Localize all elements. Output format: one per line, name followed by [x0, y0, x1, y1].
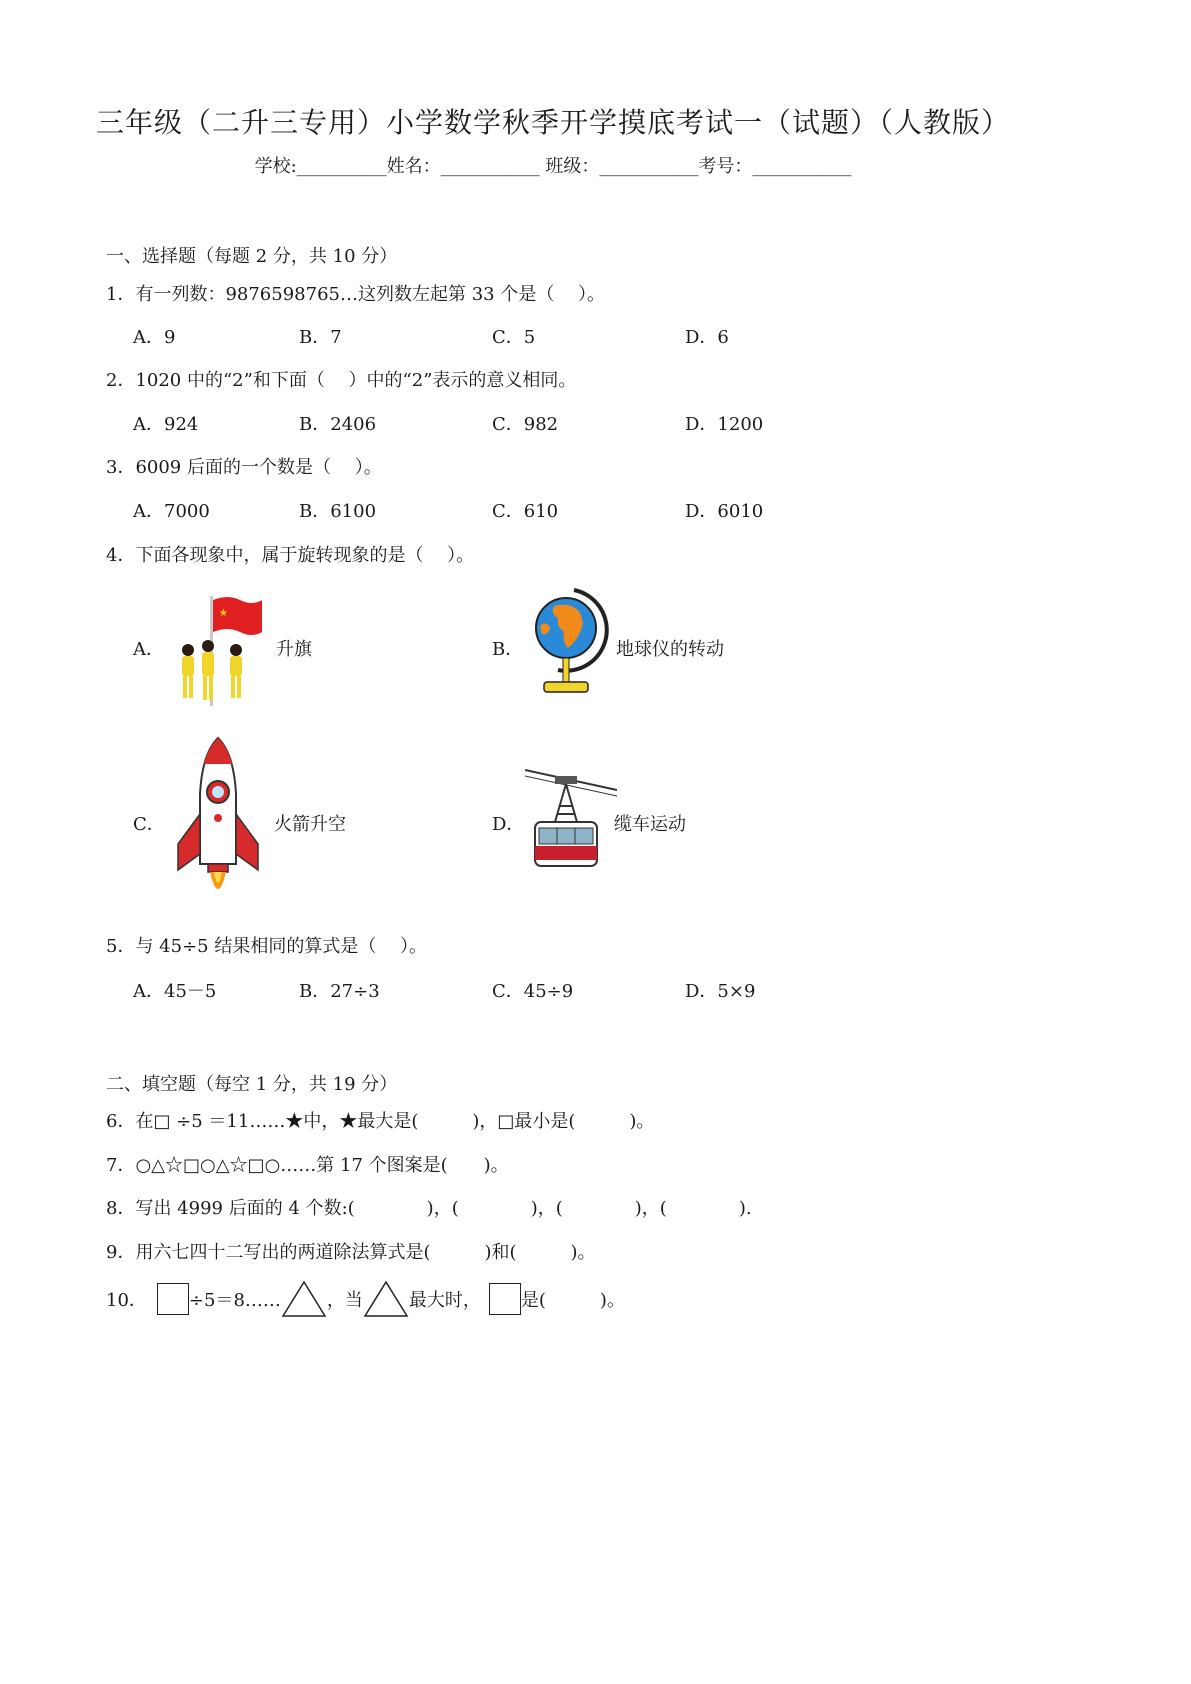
square-blank-icon	[489, 1283, 521, 1315]
globe-image	[528, 586, 610, 706]
q2-option-c: C．982	[492, 414, 559, 435]
q5-option-d: D．5×9	[685, 981, 756, 1002]
q10-text-1: ÷5＝8……	[188, 1290, 281, 1311]
q5-option-b: B．27÷3	[299, 981, 380, 1002]
question-8: 8．写出 4999 后面的 4 个数:( )，( )，( )，( ).	[106, 1198, 752, 1219]
q4-option-a-label: 升旗	[276, 639, 312, 660]
q4-option-d-letter: D．	[492, 814, 525, 835]
q1-option-c: C．5	[492, 327, 536, 348]
q4-option-d-label: 缆车运动	[614, 814, 686, 835]
q1-option-a: A．9	[133, 327, 176, 348]
q10-text-3: 最大时，	[408, 1290, 481, 1311]
question-7: 7．○△☆□○△☆□○……第 17 个图案是( )。	[106, 1155, 509, 1176]
rocket-image	[168, 734, 268, 910]
question-9: 9．用六七四十二写出的两道除法算式是( )和( )。	[106, 1242, 596, 1263]
question-5: 5．与 45÷5 结果相同的算式是（ ）。	[106, 936, 428, 957]
q2-option-a: A．924	[133, 414, 199, 435]
q10-text-4: 是( )。	[520, 1290, 625, 1311]
q3-option-c: C．610	[492, 501, 559, 522]
q4-option-b-label: 地球仪的转动	[616, 639, 724, 660]
q3-option-a: A．7000	[133, 501, 210, 522]
q4-option-a-letter: A．	[133, 639, 164, 660]
q3-option-b: B．6100	[299, 501, 377, 522]
page-title: 三年级（二升三专用）小学数学秋季开学摸底考试一（试题）（人教版）	[95, 106, 1010, 139]
question-10	[106, 1280, 625, 1318]
q10-text-2: ，当	[326, 1290, 363, 1311]
q2-option-d: D．1200	[685, 414, 764, 435]
question-3: 3．6009 后面的一个数是（ ）。	[106, 457, 382, 478]
square-blank-icon	[157, 1283, 189, 1315]
flag-raising-image	[170, 588, 270, 708]
q3-option-d: D．6010	[685, 501, 764, 522]
q1-option-d: D．6	[685, 327, 729, 348]
section-choice-heading: 一、选择题（每题 2 分，共 10 分）	[106, 246, 398, 267]
q5-option-c: C．45÷9	[492, 981, 574, 1002]
triangle-blank-icon	[281, 1280, 327, 1318]
q2-option-b: B．2406	[299, 414, 377, 435]
triangle-blank-icon	[363, 1280, 409, 1318]
question-1: 1．有一列数：9876598765…这列数左起第 33 个是（ ）。	[106, 284, 606, 305]
section-fill-heading: 二、填空题（每空 1 分，共 19 分）	[106, 1074, 398, 1095]
q4-option-b-letter: B．	[492, 639, 524, 660]
cable-car-image	[525, 766, 617, 874]
question-2: 2．1020 中的“2”和下面（ ）中的“2”表示的意义相同。	[106, 370, 577, 391]
svg-text:★: ★	[219, 608, 228, 619]
q1-option-b: B．7	[299, 327, 342, 348]
q4-option-c-label: 火箭升空	[274, 814, 346, 835]
q5-option-a: A．45－5	[133, 981, 217, 1002]
student-info-line: 学校:__________姓名：___________ 班级：___________考号：___________	[254, 156, 852, 177]
q4-option-c-letter: C．	[133, 814, 165, 835]
q10-number: 10．	[106, 1290, 147, 1311]
question-6: 6．在□ ÷5 ＝11……★中，★最大是( )，□最小是( )。	[106, 1111, 655, 1132]
question-4: 4．下面各现象中，属于旋转现象的是（ ）。	[106, 545, 475, 566]
